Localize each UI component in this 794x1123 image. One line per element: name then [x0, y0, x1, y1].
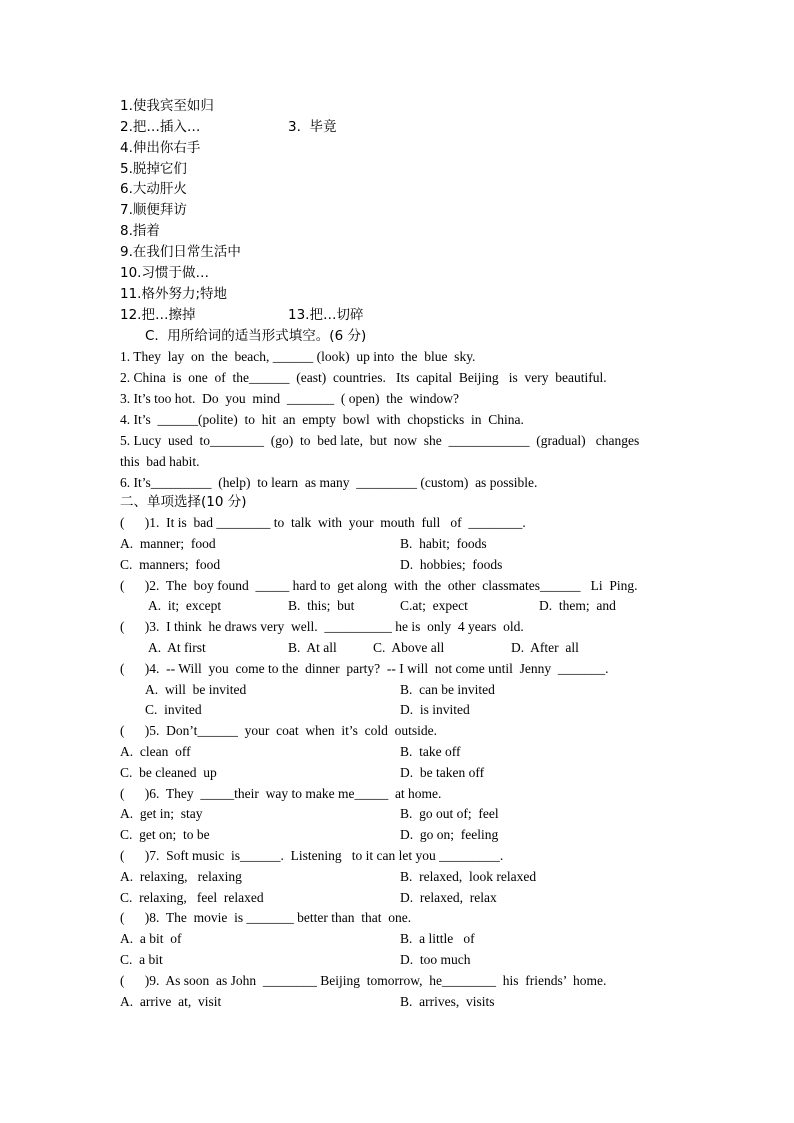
q3-option-b: B. At all: [288, 640, 337, 655]
fill-item-6: 6. It’s_________ (help) to learn as many _________ (custom) as possible.: [120, 475, 538, 490]
q2-option-b: B. this; but: [288, 598, 355, 613]
phrase-11: 11.格外努力;特地: [120, 286, 228, 302]
q2-option-d: D. them; and: [539, 598, 616, 613]
q6-option-b: B. go out of; feel: [400, 806, 499, 821]
section-2-heading: 二、单项选择(10 分): [120, 494, 247, 510]
q5-option-c: C. be cleaned up: [120, 765, 217, 780]
q7-stem: ( )7. Soft music is______. Listening to it can let you _________.: [120, 848, 504, 863]
phrase-5: 5.脱掉它们: [120, 161, 187, 177]
section-c-heading: C. 用所给词的适当形式填空。(6 分): [145, 328, 367, 344]
q7-option-c: C. relaxing, feel relaxed: [120, 890, 264, 905]
q4-option-d: D. is invited: [400, 702, 470, 717]
q8-option-d: D. too much: [400, 952, 471, 967]
phrase-12: 12.把…擦掉: [120, 307, 196, 323]
q3-stem: ( )3. I think he draws very well. __________ he is only 4 years old.: [120, 619, 524, 634]
phrase-6: 6.大动肝火: [120, 181, 187, 197]
q3-option-c: C. Above all: [373, 640, 445, 655]
q7-option-b: B. relaxed, look relaxed: [400, 869, 537, 884]
phrase-4: 4.伸出你右手: [120, 140, 201, 156]
q6-option-c: C. get on; to be: [120, 827, 210, 842]
q1-option-a: A. manner; food: [120, 536, 216, 551]
phrase-9: 9.在我们日常生活中: [120, 244, 241, 260]
q3-option-d: D. After all: [511, 640, 579, 655]
phrase-2: 2.把…插入…: [120, 119, 201, 135]
q5-option-d: D. be taken off: [400, 765, 485, 780]
q4-stem: ( )4. -- Will you come to the dinner party? -- I will not come until Jenny _______.: [120, 661, 609, 676]
phrase-13: 13.把…切碎: [288, 307, 364, 323]
q1-option-b: B. habit; foods: [400, 536, 487, 551]
phrase-7: 7.顺便拜访: [120, 202, 187, 218]
phrase-10: 10.习惯于做…: [120, 265, 209, 281]
q8-option-a: A. a bit of: [120, 931, 182, 946]
fill-item-3: 3. It’s too hot. Do you mind _______ ( open) the window?: [120, 391, 459, 406]
fill-item-5: 5. Lucy used to________ (go) to bed late, but now she ____________ (gradual) changes: [120, 433, 640, 448]
q1-option-c: C. manners; food: [120, 557, 221, 572]
phrase-8: 8.指着: [120, 223, 160, 239]
q9-option-a: A. arrive at, visit: [120, 994, 222, 1009]
fill-item-4: 4. It’s ______(polite) to hit an empty bowl with chopsticks in China.: [120, 412, 524, 427]
q8-stem: ( )8. The movie is _______ better than that one.: [120, 910, 412, 925]
q5-option-a: A. clean off: [120, 744, 191, 759]
q5-option-b: B. take off: [400, 744, 461, 759]
fill-item-1: 1. They lay on the beach, ______ (look) up into the blue sky.: [120, 349, 476, 364]
fill-item-2: 2. China is one of the______ (east) countries. Its capital Beijing is very beautiful.: [120, 370, 607, 385]
q5-stem: ( )5. Don’t______ your coat when it’s cold outside.: [120, 723, 437, 738]
q4-option-b: B. can be invited: [400, 682, 495, 697]
q2-stem: ( )2. The boy found _____ hard to get along with the other classmates______ Li Ping.: [120, 578, 638, 593]
q9-option-b: B. arrives, visits: [400, 994, 495, 1009]
q6-option-d: D. go on; feeling: [400, 827, 499, 842]
q1-stem: ( )1. It is bad ________ to talk with your mouth full of ________.: [120, 515, 526, 530]
q9-stem: ( )9. As soon as John ________ Beijing tomorrow, he________ his friends’ home.: [120, 973, 607, 988]
phrase-1: 1.使我宾至如归: [120, 98, 214, 114]
q2-option-a: A. it; except: [148, 598, 222, 613]
q6-option-a: A. get in; stay: [120, 806, 203, 821]
q8-option-b: B. a little of: [400, 931, 475, 946]
q7-option-d: D. relaxed, relax: [400, 890, 497, 905]
q1-option-d: D. hobbies; foods: [400, 557, 503, 572]
fill-item-5-cont: this bad habit.: [120, 454, 200, 469]
q7-option-a: A. relaxing, relaxing: [120, 869, 242, 884]
q6-stem: ( )6. They _____their way to make me_____ at home.: [120, 786, 442, 801]
q4-option-c: C. invited: [145, 702, 202, 717]
phrase-3: 3. 毕竟: [288, 119, 337, 135]
q4-option-a: A. will be invited: [145, 682, 247, 697]
q2-option-c: C.at; expect: [400, 598, 468, 613]
q8-option-c: C. a bit: [120, 952, 163, 967]
q3-option-a: A. At first: [148, 640, 206, 655]
